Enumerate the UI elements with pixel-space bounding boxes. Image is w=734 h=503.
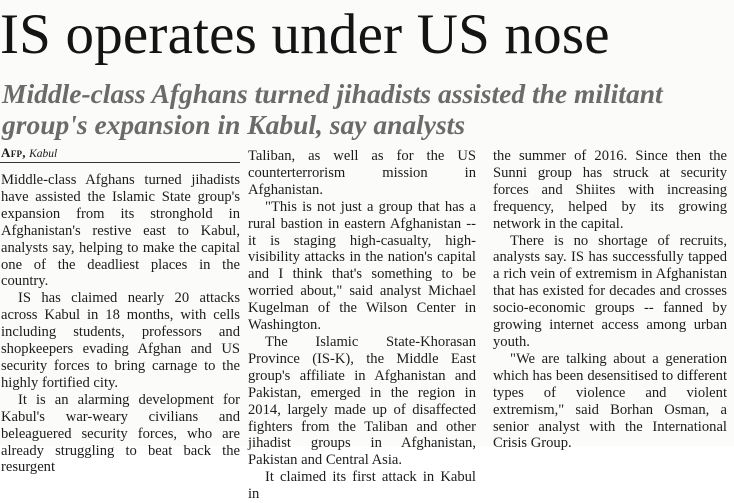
- paragraph: It is an alarming development for Kabul's war-weary civilians and beleaguered security forces, who are already struggling to beat back the resurgent: [1, 391, 240, 476]
- paragraph: the summer of 2016. Since then the Sunni group has struck at security forces and Shiites with increasing frequency, helped by its growing network in the capital.: [493, 148, 727, 232]
- headline: IS operates under US nose: [0, 3, 610, 66]
- paragraph: "This is not just a group that has a rural bastion in eastern Afghanistan -- it is staging high-casualty, high-visibility attacks in the nation's capital and I think that's something to be worried about," said analyst Michael Kugelman of the Wilson Center in Washington.: [248, 198, 476, 334]
- article-column-2: [248, 148, 476, 503]
- paragraph: "We are talking about a generation which has been desensitised to different types of violence and violent extremism," said Borhan Osman, a senior analyst with the International Crisis Group.: [493, 350, 727, 452]
- subheadline: Middle-class Afghans turned jihadists assisted the militant group's expansion in Kabul, say analysts: [2, 78, 663, 140]
- byline: [1, 146, 57, 161]
- article-column-1: [1, 172, 240, 476]
- paragraph: IS has claimed nearly 20 attacks across Kabul in 18 months, with cells including students, professors and shopkeepers evading Afghan and US security forces to bring carnage to the highly fortified city.: [1, 290, 240, 391]
- paragraph: Middle-class Afghans turned jihadists have assisted the Islamic State group's expansion from its stronghold in Afghanistan's restive east to Kabul, analysts say, helping to make the capital one of the deadliest places in the country.: [1, 172, 240, 290]
- byline-place: Kabul: [29, 148, 58, 160]
- paragraph: There is no shortage of recruits, analysts say. IS has successfully tapped a rich vein of extremism in Afghanistan that has existed for decades and crosses socio-economic groups -- fanned by growing internet access among urban youth.: [493, 232, 727, 350]
- paragraph: It claimed its first attack in Kabul in: [248, 469, 476, 503]
- paragraph: Taliban, as well as for the US counterterrorism mission in Afghanistan.: [248, 148, 476, 198]
- byline-agency: Afp,: [1, 145, 26, 160]
- paragraph: The Islamic State-Khorasan Province (IS-K), the Middle East group's affiliate in Afghanistan and Pakistan, emerged in the region in 2014, largely made up of disaffected fighters from the Taliban and other jihadist groups in Afghanistan, Pakistan and Central Asia.: [248, 333, 476, 469]
- article-column-3: [493, 148, 727, 452]
- byline-rule: [0, 162, 240, 163]
